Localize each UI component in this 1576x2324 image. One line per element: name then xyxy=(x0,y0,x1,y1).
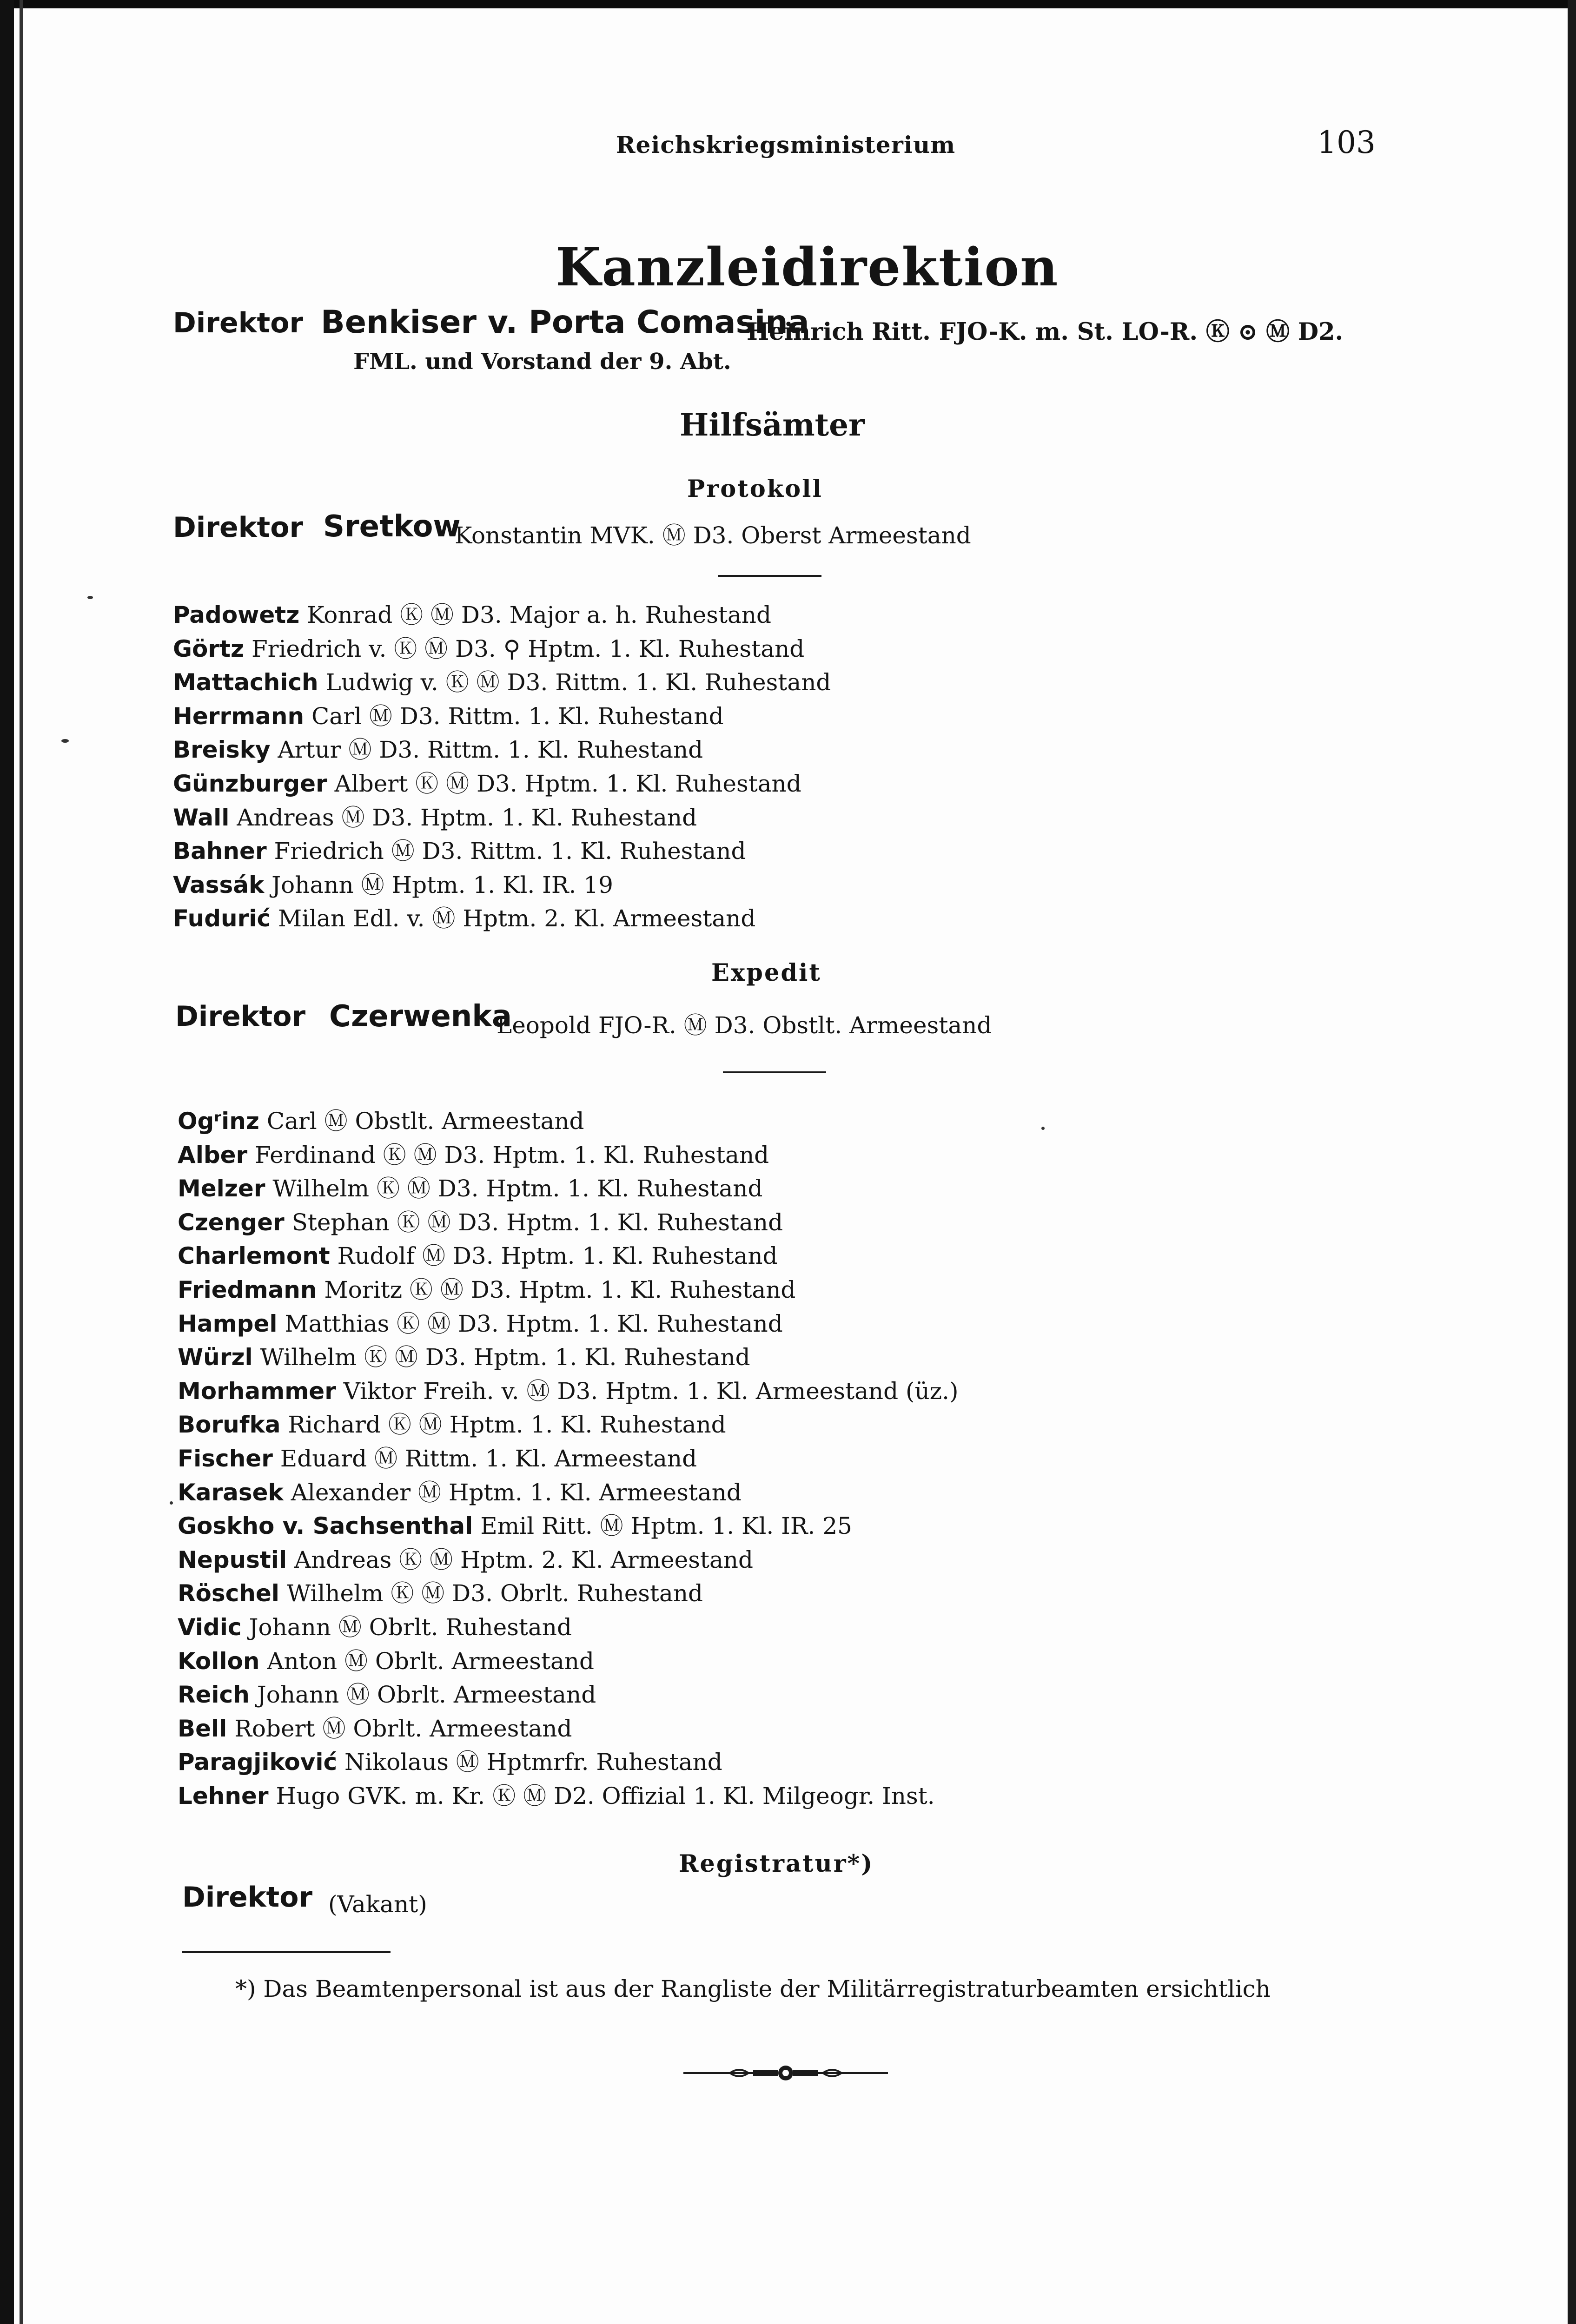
expedit-director-label: Direktor xyxy=(175,1000,306,1033)
entry-details: Carl Ⓜ D3. Rittm. 1. Kl. Ruhestand xyxy=(311,702,724,730)
protokoll-entry xyxy=(173,832,746,866)
entry-details: Artur Ⓜ D3. Rittm. 1. Kl. Ruhestand xyxy=(278,736,703,764)
entry-details: Johann Ⓜ Obrlt. Ruhestand xyxy=(249,1614,572,1641)
expedit-entry xyxy=(178,1237,778,1271)
entry-details: Matthias Ⓚ Ⓜ D3. Hptm. 1. Kl. Ruhestand xyxy=(285,1310,783,1337)
entry-surname: Hampel xyxy=(178,1310,278,1337)
registratur-director-label: Direktor xyxy=(182,1881,313,1914)
scan-speck xyxy=(87,596,93,599)
entry-details: Hugo GVK. m. Kr. Ⓚ Ⓜ D2. Offizial 1. Kl. Milgeogr. Inst. xyxy=(276,1783,935,1809)
entry-surname: Friedmann xyxy=(178,1276,317,1303)
scan-border-left-inner xyxy=(20,0,23,2324)
entry-details: Konrad Ⓚ Ⓜ D3. Major a. h. Ruhestand xyxy=(307,601,772,628)
head-director-function: FML. und Vorstand der 9. Abt. xyxy=(353,349,731,375)
entry-details: Ferdinand Ⓚ Ⓜ D3. Hptm. 1. Kl. Ruhestand xyxy=(255,1141,769,1169)
entry-surname: Lehner xyxy=(178,1783,269,1809)
entry-details: Carl Ⓜ Obstlt. Armeestand xyxy=(266,1108,584,1135)
entry-details: Anton Ⓜ Obrlt. Armeestand xyxy=(267,1647,594,1675)
expedit-entry xyxy=(178,1305,783,1339)
expedit-entry xyxy=(178,1440,697,1473)
protokoll-entry xyxy=(173,900,755,933)
head-director-details: Heinrich Ritt. FJO-K. m. St. LO-R. Ⓚ ⊙ Ⓜ D2. xyxy=(747,318,1344,346)
entry-details: Milan Edl. v. Ⓜ Hptm. 2. Kl. Armeestand xyxy=(278,905,756,932)
subsection-title-registratur: Registratur*) xyxy=(679,1850,874,1878)
entry-surname: Ogʳinz xyxy=(178,1108,259,1135)
expedit-entry xyxy=(178,1777,935,1811)
protokoll-entry xyxy=(173,765,801,799)
protokoll-entry xyxy=(173,799,697,832)
section-divider xyxy=(723,1071,826,1073)
entry-surname: Paragjiković xyxy=(178,1749,338,1776)
entry-details: Wilhelm Ⓚ Ⓜ D3. Obrlt. Ruhestand xyxy=(286,1580,703,1607)
footnote: *) Das Beamtenpersonal ist aus der Rangliste der Militärregistraturbeamten ersichtlich xyxy=(235,1975,1271,2002)
expedit-entry xyxy=(178,1136,769,1170)
head-director-label: Direktor xyxy=(173,307,304,339)
expedit-entry xyxy=(178,1710,572,1743)
expedit-entry xyxy=(178,1575,703,1608)
expedit-entry xyxy=(178,1271,795,1305)
expedit-entry xyxy=(178,1406,726,1439)
entry-surname: Reich xyxy=(178,1681,250,1709)
entry-surname: Würzl xyxy=(178,1344,253,1371)
entry-surname: Günzburger xyxy=(173,770,327,797)
entry-details: Emil Ritt. Ⓜ Hptm. 1. Kl. IR. 25 xyxy=(480,1512,852,1540)
entry-surname: Herrmann xyxy=(173,702,305,730)
expedit-director-details: Leopold FJO-R. Ⓜ D3. Obstlt. Armeestand xyxy=(497,1012,992,1039)
entry-surname: Melzer xyxy=(178,1175,265,1202)
expedit-entry xyxy=(178,1541,753,1575)
entry-surname: Goskho v. Sachsenthal xyxy=(178,1512,473,1540)
entry-details: Johann Ⓜ Obrlt. Armeestand xyxy=(257,1681,596,1709)
expedit-entry xyxy=(178,1507,852,1541)
entry-details: Albert Ⓚ Ⓜ D3. Hptm. 1. Kl. Ruhestand xyxy=(334,770,801,797)
entry-surname: Nepustil xyxy=(178,1546,287,1573)
expedit-entry xyxy=(178,1474,742,1507)
registratur-director-details: (Vakant) xyxy=(328,1891,427,1918)
entry-surname: Bell xyxy=(178,1715,227,1742)
expedit-entry xyxy=(178,1339,750,1372)
subsection-title-expedit: Expedit xyxy=(711,959,821,987)
entry-details: Nikolaus Ⓜ Hptmrfr. Ruhestand xyxy=(344,1749,722,1776)
scan-border-left xyxy=(0,0,14,2324)
entry-surname: Morhammer xyxy=(178,1377,336,1405)
entry-details: Andreas Ⓚ Ⓜ Hptm. 2. Kl. Armeestand xyxy=(294,1546,753,1573)
entry-surname: Czenger xyxy=(178,1208,285,1236)
entry-details: Eduard Ⓜ Rittm. 1. Kl. Armeestand xyxy=(280,1445,697,1472)
expedit-entry xyxy=(178,1743,722,1777)
head-director-name: Benkiser v. Porta Comasina xyxy=(321,304,809,341)
footnote-rule xyxy=(182,1951,391,1953)
scan-border-right xyxy=(1568,0,1576,2324)
entry-surname: Breisky xyxy=(173,736,271,764)
protokoll-entry xyxy=(173,596,771,630)
expedit-entry xyxy=(178,1103,584,1136)
section-divider xyxy=(718,575,821,577)
entry-surname: Karasek xyxy=(178,1479,284,1506)
entry-surname: Alber xyxy=(178,1141,248,1169)
entry-surname: Röschel xyxy=(178,1580,279,1607)
protokoll-entry xyxy=(173,731,703,765)
page-number: 103 xyxy=(1317,125,1376,160)
protokoll-entry xyxy=(173,664,831,697)
expedit-entry xyxy=(178,1609,572,1642)
entry-details: Wilhelm Ⓚ Ⓜ D3. Hptm. 1. Kl. Ruhestand xyxy=(272,1175,763,1202)
expedit-entry xyxy=(178,1204,783,1237)
entry-surname: Charlemont xyxy=(178,1242,330,1270)
scan-speck xyxy=(170,1501,173,1505)
entry-surname: Mattachich xyxy=(173,669,318,696)
entry-details: Moritz Ⓚ Ⓜ D3. Hptm. 1. Kl. Ruhestand xyxy=(324,1276,796,1303)
entry-surname: Fischer xyxy=(178,1445,273,1472)
protokoll-entry xyxy=(173,866,613,900)
entry-details: Andreas Ⓜ D3. Hptm. 1. Kl. Ruhestand xyxy=(237,804,697,831)
expedit-entry xyxy=(178,1170,763,1203)
entry-details: Wilhelm Ⓚ Ⓜ D3. Hptm. 1. Kl. Ruhestand xyxy=(260,1344,750,1371)
running-head: Reichskriegsministerium xyxy=(616,131,956,158)
entry-details: Rudolf Ⓜ D3. Hptm. 1. Kl. Ruhestand xyxy=(337,1242,778,1270)
entry-details: Richard Ⓚ Ⓜ Hptm. 1. Kl. Ruhestand xyxy=(288,1411,726,1439)
entry-surname: Vassák xyxy=(173,871,265,898)
entry-surname: Vidic xyxy=(178,1614,242,1641)
entry-details: Alexander Ⓜ Hptm. 1. Kl. Armeestand xyxy=(291,1479,742,1506)
entry-surname: Borufka xyxy=(178,1411,281,1439)
entry-surname: Kollon xyxy=(178,1647,260,1675)
entry-details: Viktor Freih. v. Ⓜ D3. Hptm. 1. Kl. Armeestand (üz.) xyxy=(343,1377,959,1405)
protokoll-entry xyxy=(173,698,724,731)
end-ornament xyxy=(683,2064,888,2082)
protokoll-director-name: Sretkow xyxy=(323,509,461,544)
page-title: Kanzleidirektion xyxy=(556,237,1059,298)
protokoll-director-details: Konstantin MVK. Ⓜ D3. Oberst Armeestand xyxy=(455,522,971,549)
entry-surname: Görtz xyxy=(173,635,245,662)
expedit-entry xyxy=(178,1643,594,1676)
section-title-hilfsaemter: Hilfsämter xyxy=(680,407,865,443)
entry-surname: Fudurić xyxy=(173,905,271,932)
entry-details: Ludwig v. Ⓚ Ⓜ D3. Rittm. 1. Kl. Ruhestand xyxy=(325,669,831,696)
expedit-entry xyxy=(178,1373,959,1406)
protokoll-director-label: Direktor xyxy=(173,511,304,544)
expedit-entry xyxy=(178,1676,596,1710)
protokoll-entry xyxy=(173,630,804,664)
scan-border-top xyxy=(0,0,1576,8)
scan-speck xyxy=(61,739,69,743)
subsection-title-protokoll: Protokoll xyxy=(687,475,823,503)
expedit-director-name: Czerwenka xyxy=(329,999,512,1034)
entry-details: Robert Ⓜ Obrlt. Armeestand xyxy=(234,1715,572,1742)
entry-surname: Padowetz xyxy=(173,601,300,628)
entry-details: Friedrich Ⓜ D3. Rittm. 1. Kl. Ruhestand xyxy=(274,838,746,865)
entry-surname: Bahner xyxy=(173,838,267,865)
scan-speck xyxy=(1041,1127,1045,1130)
entry-surname: Wall xyxy=(173,804,230,831)
entry-details: Johann Ⓜ Hptm. 1. Kl. IR. 19 xyxy=(271,871,613,898)
entry-details: Friedrich v. Ⓚ Ⓜ D3. ⚲ Hptm. 1. Kl. Ruhestand xyxy=(251,635,805,662)
entry-details: Stephan Ⓚ Ⓜ D3. Hptm. 1. Kl. Ruhestand xyxy=(291,1208,783,1236)
